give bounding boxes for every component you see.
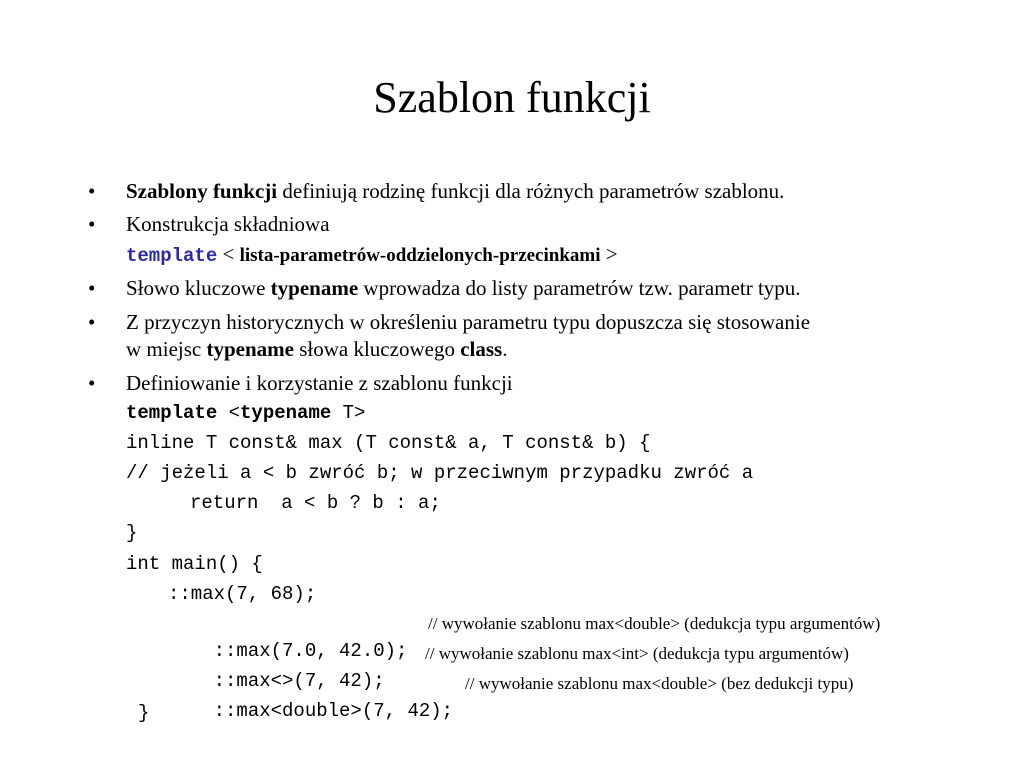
bullet-3-pre: Słowo kluczowe [126,276,271,300]
bullet-4-pre: w miejsc [126,337,207,361]
bullet-4-mid: słowa kluczowego [293,337,461,361]
syntax-close: > [600,242,618,266]
code-line-5: } [126,522,138,544]
code-line-4: return a < b ? b : a; [190,492,441,514]
bullet-marker: • [88,179,96,203]
bullet-marker: • [88,371,96,395]
code-line-10-comment: // wywołanie szablonu max<double> (bez dedukcji typu) [465,674,854,693]
code-line-11: } [138,702,150,724]
bullet-marker: • [88,310,96,334]
syntax-param: lista-parametrów-oddzielonych-przecinkami [239,245,601,266]
code-line-9-code: ::max<>(7, 42); [213,670,385,692]
bullet-4-bold-typename: typename [206,337,294,361]
bullet-3-text [126,275,801,301]
syntax-open: < [217,242,240,266]
bullet-1-text [126,178,784,204]
code-line-8-code: ::max(7.0, 42.0); [213,640,408,662]
code-open: < [217,402,241,424]
code-rest: T> [331,402,366,424]
code-line-2: inline T const& max (T const& a, T const& b) { [126,432,651,454]
slide-title: Szablon funkcji [373,73,651,122]
code-typename-keyword: typename [240,402,332,424]
bullet-3-post: wprowadza do listy parametrów tzw. parametr typu. [358,276,801,300]
code-line-7: ::max(7, 68); [168,583,317,605]
code-line-3: // jeżeli a < b zwróć b; w przeciwnym przypadku zwróć a [126,462,754,484]
bullet-4-line-1: Z przyczyn historycznych w określeniu parametru typu dopuszcza się stosowanie [126,310,811,334]
code-line-10 [168,672,453,750]
bullet-marker: • [88,212,96,236]
code-line-1 [126,400,365,426]
bullet-marker: • [88,276,96,300]
bullet-4-bold-class: class [460,337,503,361]
bullet-2-text: Konstrukcja składniowa [126,212,330,236]
bullet-5-text: Definiowanie i korzystanie z szablonu funkcji [126,371,513,395]
bullet-4-line-2 [126,336,507,362]
code-line-10-code: ::max<double>(7, 42); [213,700,454,722]
code-template-keyword: template [126,402,218,424]
code-line-6: int main() { [126,553,263,575]
bullet-1-bold: Szablony funkcji [126,179,278,203]
bullet-4-post: . [502,337,508,361]
code-line-8-comment: // wywołanie szablonu max<double> (dedukcja typu argumentów) [428,614,881,633]
template-keyword: template [126,245,218,267]
bullet-3-bold: typename [270,276,359,300]
template-syntax-line [126,241,618,269]
bullet-1-rest: definiują rodzinę funkcji dla różnych parametrów szablonu. [277,179,785,203]
code-line-9-comment: // wywołanie szablonu max<int> (dedukcja typu argumentów) [425,644,849,663]
